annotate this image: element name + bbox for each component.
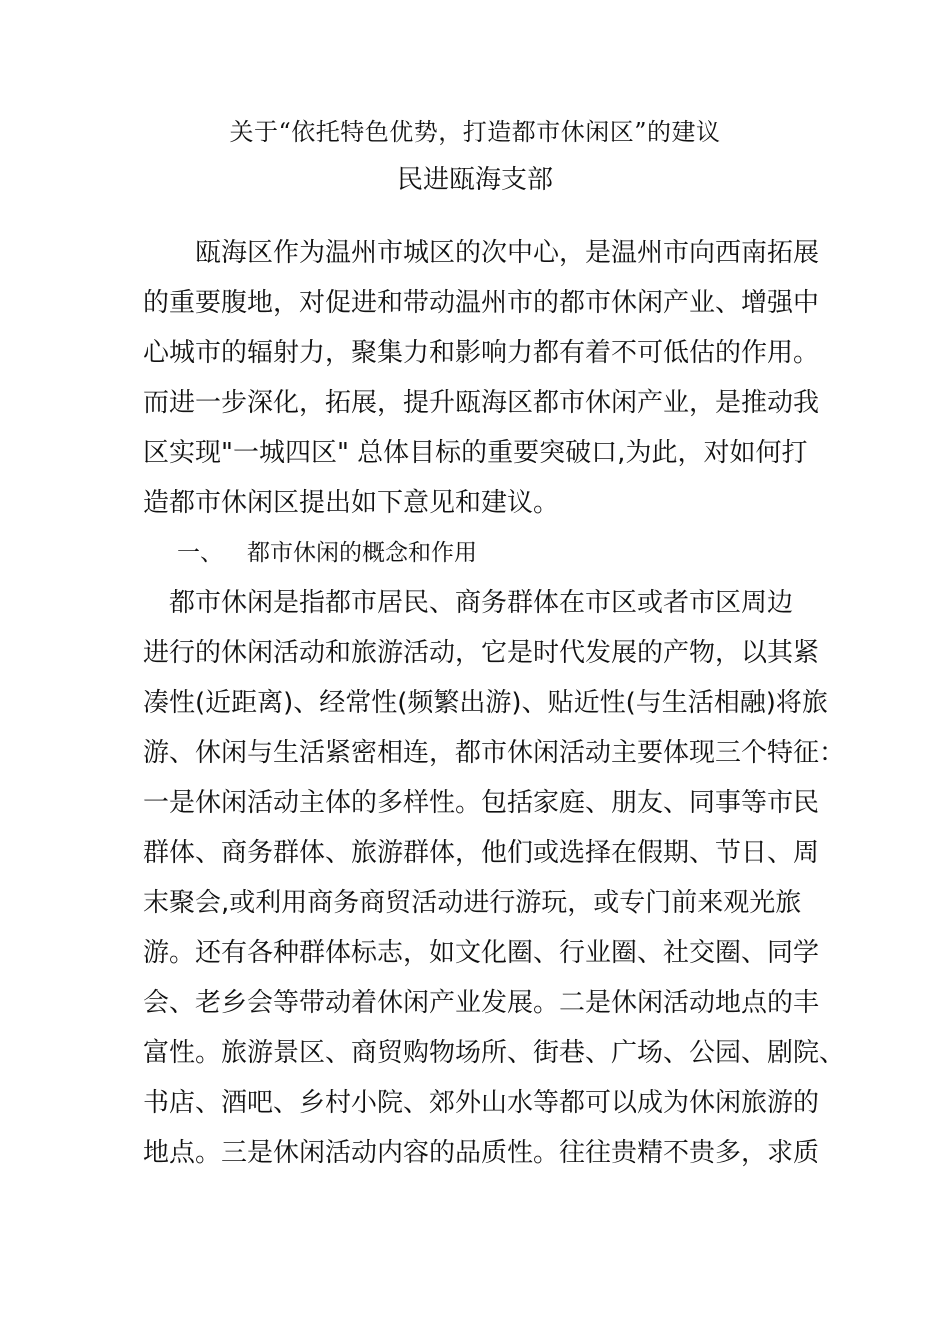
paragraph-line: 凑性(近距离)、经常性(频繁出游)、贴近性(与生活相融)将旅 (143, 688, 828, 718)
section-number: 一、 (177, 540, 223, 566)
section-title: 都市休闲的概念和作用 (247, 540, 477, 566)
document-author: 民进瓯海支部 (396, 165, 553, 195)
paragraph-line: 心城市的辐射力，聚集力和影响力都有着不可低估的作用。 (143, 338, 820, 368)
paragraph-line: 富性。旅游景区、商贸购物场所、街巷、广场、公园、剧院、 (143, 1038, 846, 1068)
section-heading (143, 528, 823, 578)
document-title: 关于“依托特色优势，打造都市休闲区”的建议 (229, 118, 721, 146)
paragraph-line: 一是休闲活动主体的多样性。包括家庭、朋友、同事等市民 (143, 788, 820, 818)
paragraph-line: 区实现"一城四区" 总体目标的重要突破口,为此，对如何打 (143, 438, 808, 468)
paragraph-line: 造都市休闲区提出如下意见和建议。 (143, 488, 560, 518)
paragraph-line: 进行的休闲活动和旅游活动，它是时代发展的产物，以其紧 (143, 638, 820, 668)
paragraph-line: 而进一步深化，拓展，提升瓯海区都市休闲产业，是推动我 (143, 388, 820, 418)
paragraph-line: 书店、酒吧、乡村小院、郊外山水等都可以成为休闲旅游的 (143, 1088, 820, 1118)
paragraph-line: 群体、商务群体、旅游群体，他们或选择在假期、节日、周 (143, 838, 820, 868)
paragraph-line: 末聚会,或利用商务商贸活动进行游玩，或专门前来观光旅 (143, 888, 802, 918)
paragraph-line: 瓯海区作为温州市城区的次中心，是温州市向西南拓展 (143, 238, 820, 268)
document-body (143, 228, 846, 1178)
paragraph-line: 会、老乡会等带动着休闲产业发展。二是休闲活动地点的丰 (143, 988, 820, 1018)
paragraph-line: 都市休闲是指都市居民、商务群体在市区或者市区周边 (143, 588, 794, 618)
paragraph-line: 的重要腹地，对促进和带动温州市的都市休闲产业、增强中 (143, 288, 820, 318)
paragraph-line: 游、休闲与生活紧密相连，都市休闲活动主要体现三个特征： (143, 738, 846, 768)
paragraph-line: 地点。三是休闲活动内容的品质性。往往贵精不贵多，求质 (143, 1138, 820, 1168)
paragraph-line: 游。还有各种群体标志，如文化圈、行业圈、社交圈、同学 (143, 938, 820, 968)
